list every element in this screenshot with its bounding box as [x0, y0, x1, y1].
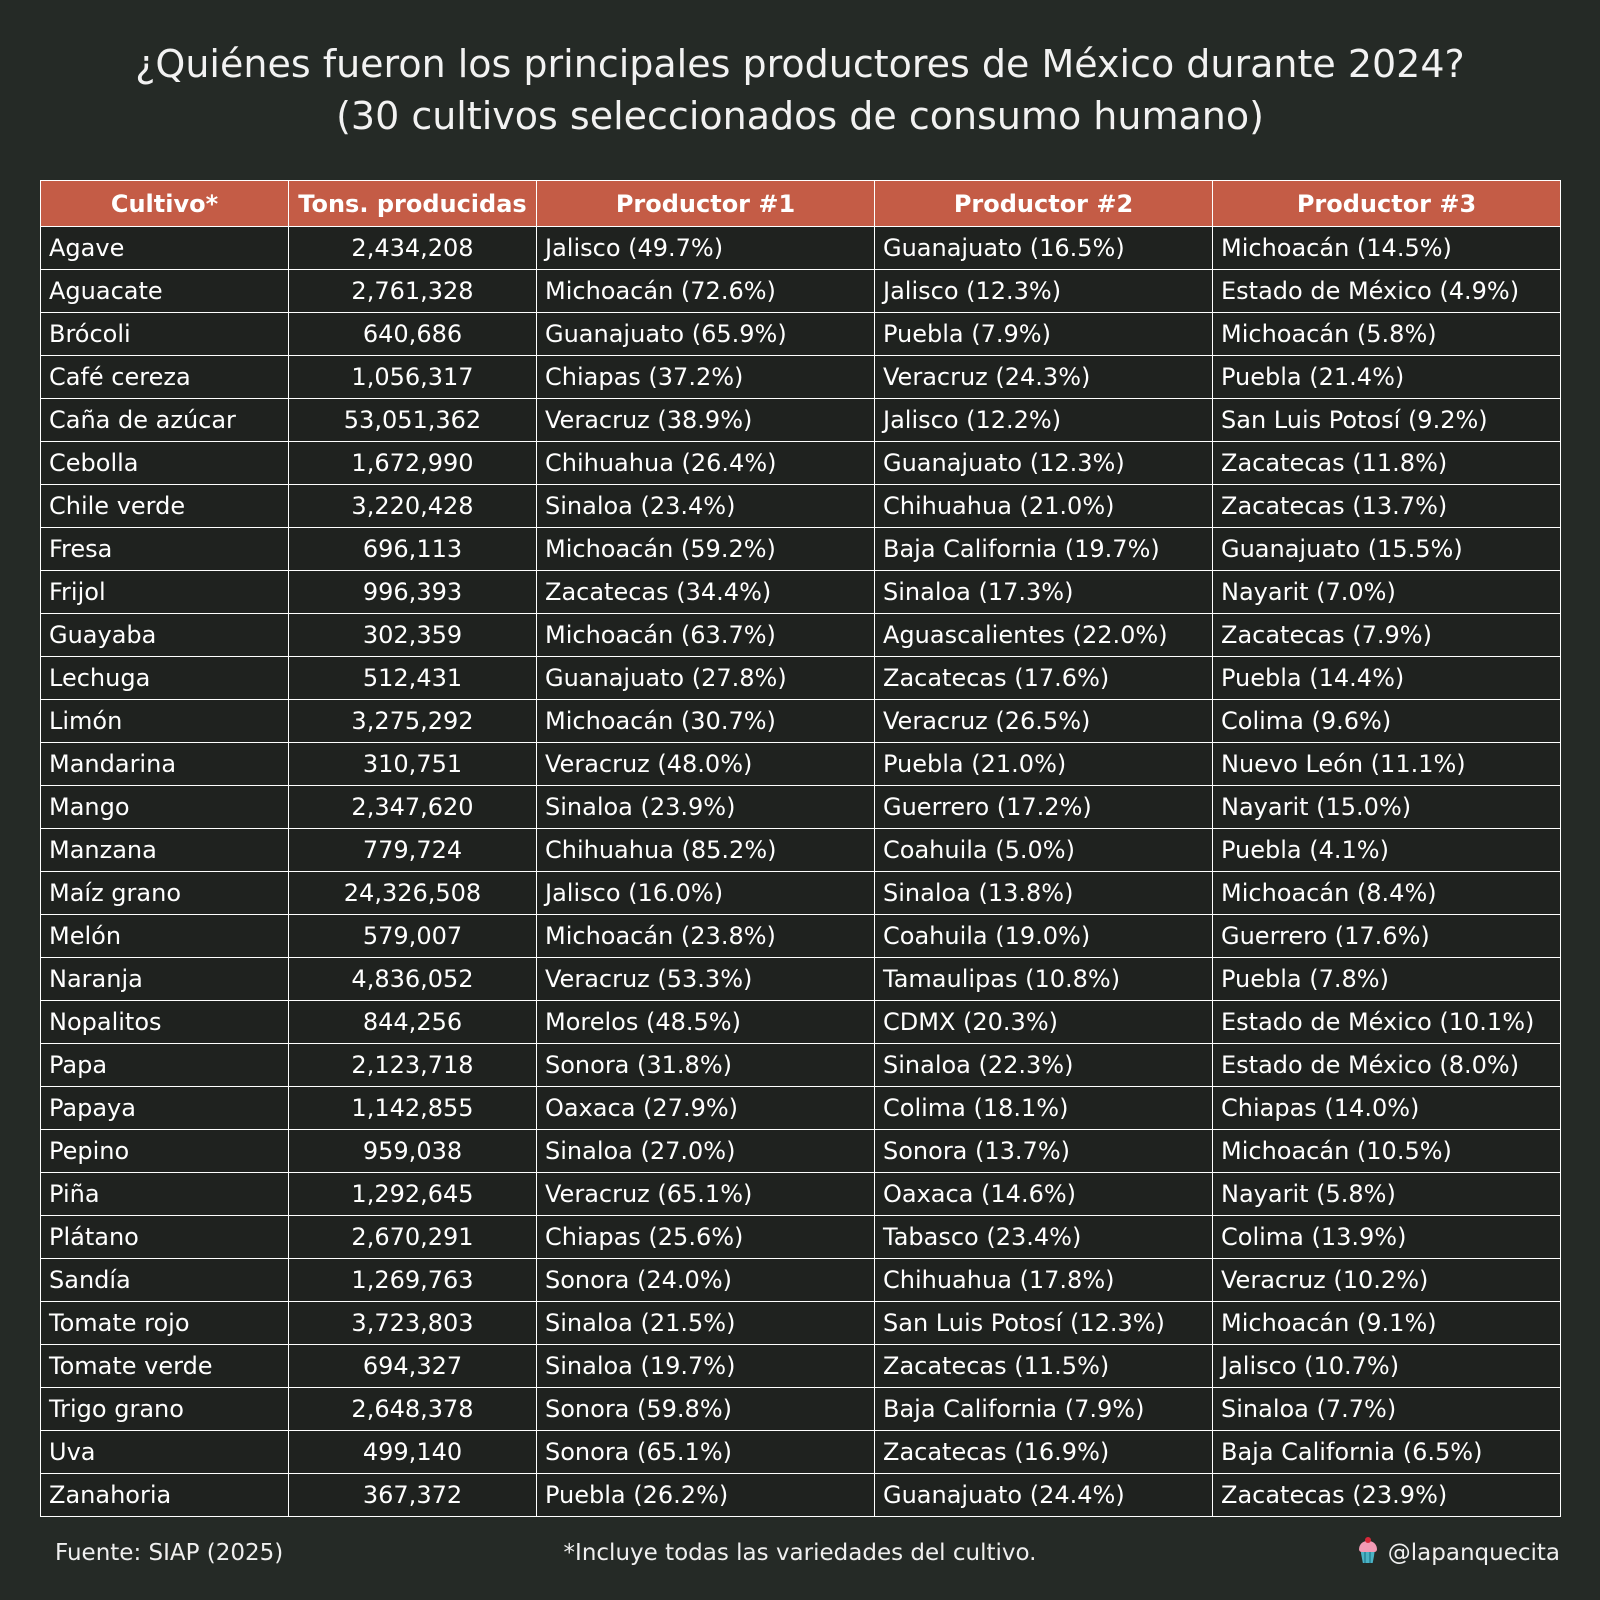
- table-row: [41, 958, 1561, 1001]
- cell-tons: 579,007: [289, 915, 537, 958]
- cell-productor-1: Michoacán (23.8%): [537, 915, 875, 958]
- cell-tons: 694,327: [289, 1345, 537, 1388]
- cell-productor-2: Coahuila (5.0%): [875, 829, 1213, 872]
- cell-cultivo: Aguacate: [41, 270, 289, 313]
- cell-tons: 959,038: [289, 1130, 537, 1173]
- cell-tons: 3,275,292: [289, 700, 537, 743]
- table-row: [41, 829, 1561, 872]
- cell-productor-1: Morelos (48.5%): [537, 1001, 875, 1044]
- cell-productor-1: Chiapas (37.2%): [537, 356, 875, 399]
- cell-cultivo: Caña de azúcar: [41, 399, 289, 442]
- cell-productor-1: Sinaloa (23.4%): [537, 485, 875, 528]
- cell-productor-3: Guerrero (17.6%): [1213, 915, 1561, 958]
- cell-tons: 2,670,291: [289, 1216, 537, 1259]
- cupcake-icon: [1358, 1541, 1378, 1563]
- cell-tons: 1,142,855: [289, 1087, 537, 1130]
- cell-tons: 779,724: [289, 829, 537, 872]
- cell-cultivo: Trigo grano: [41, 1388, 289, 1431]
- cell-productor-2: Sonora (13.7%): [875, 1130, 1213, 1173]
- cell-productor-2: Sinaloa (17.3%): [875, 571, 1213, 614]
- cell-productor-1: Puebla (26.2%): [537, 1474, 875, 1517]
- cell-productor-3: Zacatecas (13.7%): [1213, 485, 1561, 528]
- table-row: [41, 1345, 1561, 1388]
- table-row: [41, 743, 1561, 786]
- cell-productor-2: Jalisco (12.2%): [875, 399, 1213, 442]
- table-row: [41, 571, 1561, 614]
- table-row: [41, 1388, 1561, 1431]
- cell-cultivo: Tomate verde: [41, 1345, 289, 1388]
- cell-tons: 4,836,052: [289, 958, 537, 1001]
- column-header-cultivo: Cultivo*: [41, 181, 289, 227]
- cell-productor-3: Puebla (4.1%): [1213, 829, 1561, 872]
- cell-cultivo: Sandía: [41, 1259, 289, 1302]
- table-row: [41, 442, 1561, 485]
- cell-productor-2: Guanajuato (24.4%): [875, 1474, 1213, 1517]
- cell-cultivo: Agave: [41, 227, 289, 270]
- cell-productor-2: Sinaloa (22.3%): [875, 1044, 1213, 1087]
- cell-productor-1: Michoacán (59.2%): [537, 528, 875, 571]
- cell-cultivo: Mango: [41, 786, 289, 829]
- cell-productor-2: Baja California (7.9%): [875, 1388, 1213, 1431]
- table-row: [41, 528, 1561, 571]
- cell-productor-2: San Luis Potosí (12.3%): [875, 1302, 1213, 1345]
- cell-tons: 499,140: [289, 1431, 537, 1474]
- cell-cultivo: Melón: [41, 915, 289, 958]
- cell-productor-2: Colima (18.1%): [875, 1087, 1213, 1130]
- table-row: [41, 915, 1561, 958]
- cell-productor-3: Baja California (6.5%): [1213, 1431, 1561, 1474]
- cell-cultivo: Pepino: [41, 1130, 289, 1173]
- cell-tons: 302,359: [289, 614, 537, 657]
- cell-cultivo: Fresa: [41, 528, 289, 571]
- author-credit: [1358, 1540, 1560, 1566]
- column-header-tons: Tons. producidas: [289, 181, 537, 227]
- cell-cultivo: Maíz grano: [41, 872, 289, 915]
- cell-cultivo: Nopalitos: [41, 1001, 289, 1044]
- cell-productor-1: Sinaloa (23.9%): [537, 786, 875, 829]
- cell-productor-2: Puebla (7.9%): [875, 313, 1213, 356]
- cell-productor-3: Michoacán (9.1%): [1213, 1302, 1561, 1345]
- cell-productor-1: Sinaloa (27.0%): [537, 1130, 875, 1173]
- cell-productor-2: Chihuahua (21.0%): [875, 485, 1213, 528]
- cell-cultivo: Lechuga: [41, 657, 289, 700]
- cell-productor-2: Zacatecas (16.9%): [875, 1431, 1213, 1474]
- cell-productor-3: Guanajuato (15.5%): [1213, 528, 1561, 571]
- cell-productor-1: Michoacán (30.7%): [537, 700, 875, 743]
- cell-productor-1: Chiapas (25.6%): [537, 1216, 875, 1259]
- chart-subtitle: (30 cultivos seleccionados de consumo humano): [336, 94, 1264, 138]
- cell-productor-1: Guanajuato (27.8%): [537, 657, 875, 700]
- cell-productor-2: Baja California (19.7%): [875, 528, 1213, 571]
- table-row: [41, 1001, 1561, 1044]
- cell-productor-3: Nayarit (15.0%): [1213, 786, 1561, 829]
- cell-productor-3: San Luis Potosí (9.2%): [1213, 399, 1561, 442]
- cell-productor-3: Sinaloa (7.7%): [1213, 1388, 1561, 1431]
- cell-tons: 996,393: [289, 571, 537, 614]
- cell-productor-1: Sonora (24.0%): [537, 1259, 875, 1302]
- source-note: Fuente: SIAP (2025): [55, 1540, 284, 1566]
- cell-tons: 3,723,803: [289, 1302, 537, 1345]
- cell-productor-2: Sinaloa (13.8%): [875, 872, 1213, 915]
- cell-productor-3: Michoacán (8.4%): [1213, 872, 1561, 915]
- cell-productor-1: Jalisco (16.0%): [537, 872, 875, 915]
- chart-title: ¿Quiénes fueron los principales productores de México durante 2024?: [135, 42, 1465, 86]
- cell-tons: 844,256: [289, 1001, 537, 1044]
- cell-productor-3: Puebla (7.8%): [1213, 958, 1561, 1001]
- table-row: [41, 313, 1561, 356]
- cell-productor-2: Puebla (21.0%): [875, 743, 1213, 786]
- table-row: [41, 1216, 1561, 1259]
- table-body: [41, 227, 1561, 1517]
- table-row: [41, 1302, 1561, 1345]
- crop-producers-table: [40, 180, 1561, 1517]
- cell-productor-2: Guanajuato (16.5%): [875, 227, 1213, 270]
- table-row: [41, 786, 1561, 829]
- cell-productor-3: Estado de México (8.0%): [1213, 1044, 1561, 1087]
- cell-cultivo: Uva: [41, 1431, 289, 1474]
- table-row: [41, 1259, 1561, 1302]
- table-row: [41, 700, 1561, 743]
- cell-tons: 1,269,763: [289, 1259, 537, 1302]
- table-row: [41, 399, 1561, 442]
- cell-cultivo: Mandarina: [41, 743, 289, 786]
- table-row: [41, 614, 1561, 657]
- cell-tons: 1,056,317: [289, 356, 537, 399]
- table-row: [41, 485, 1561, 528]
- cell-productor-2: Coahuila (19.0%): [875, 915, 1213, 958]
- cell-cultivo: Tomate rojo: [41, 1302, 289, 1345]
- table-row: [41, 872, 1561, 915]
- cell-cultivo: Plátano: [41, 1216, 289, 1259]
- cell-productor-3: Nayarit (7.0%): [1213, 571, 1561, 614]
- cell-cultivo: Café cereza: [41, 356, 289, 399]
- cell-cultivo: Manzana: [41, 829, 289, 872]
- cell-productor-3: Puebla (14.4%): [1213, 657, 1561, 700]
- cell-productor-2: CDMX (20.3%): [875, 1001, 1213, 1044]
- cell-cultivo: Limón: [41, 700, 289, 743]
- cell-productor-2: Oaxaca (14.6%): [875, 1173, 1213, 1216]
- table-row: [41, 1474, 1561, 1517]
- cell-productor-1: Sonora (31.8%): [537, 1044, 875, 1087]
- footnote: *Incluye todas las variedades del cultivo.: [563, 1540, 1037, 1566]
- cell-productor-3: Zacatecas (11.8%): [1213, 442, 1561, 485]
- cell-productor-3: Colima (13.9%): [1213, 1216, 1561, 1259]
- cell-productor-3: Jalisco (10.7%): [1213, 1345, 1561, 1388]
- cell-productor-2: Chihuahua (17.8%): [875, 1259, 1213, 1302]
- cell-productor-3: Nayarit (5.8%): [1213, 1173, 1561, 1216]
- table-row: [41, 227, 1561, 270]
- cell-productor-1: Sonora (59.8%): [537, 1388, 875, 1431]
- cell-productor-1: Veracruz (65.1%): [537, 1173, 875, 1216]
- cell-tons: 367,372: [289, 1474, 537, 1517]
- column-header-productor-3: Productor #3: [1213, 181, 1561, 227]
- cell-productor-3: Michoacán (14.5%): [1213, 227, 1561, 270]
- cell-cultivo: Zanahoria: [41, 1474, 289, 1517]
- cell-cultivo: Papaya: [41, 1087, 289, 1130]
- cell-tons: 1,672,990: [289, 442, 537, 485]
- cell-productor-3: Michoacán (10.5%): [1213, 1130, 1561, 1173]
- column-header-productor-2: Productor #2: [875, 181, 1213, 227]
- cell-tons: 53,051,362: [289, 399, 537, 442]
- cell-tons: 2,347,620: [289, 786, 537, 829]
- table-row: [41, 1173, 1561, 1216]
- cell-productor-1: Oaxaca (27.9%): [537, 1087, 875, 1130]
- cell-tons: 3,220,428: [289, 485, 537, 528]
- cell-productor-2: Aguascalientes (22.0%): [875, 614, 1213, 657]
- cell-tons: 696,113: [289, 528, 537, 571]
- cell-productor-1: Zacatecas (34.4%): [537, 571, 875, 614]
- cell-cultivo: Guayaba: [41, 614, 289, 657]
- cell-productor-2: Guanajuato (12.3%): [875, 442, 1213, 485]
- table-row: [41, 1044, 1561, 1087]
- table-row: [41, 270, 1561, 313]
- cell-productor-3: Estado de México (10.1%): [1213, 1001, 1561, 1044]
- cell-cultivo: Chile verde: [41, 485, 289, 528]
- cell-tons: 2,434,208: [289, 227, 537, 270]
- cell-tons: 2,761,328: [289, 270, 537, 313]
- cell-productor-2: Veracruz (24.3%): [875, 356, 1213, 399]
- cell-cultivo: Cebolla: [41, 442, 289, 485]
- cell-tons: 640,686: [289, 313, 537, 356]
- table-row: [41, 356, 1561, 399]
- cell-cultivo: Brócoli: [41, 313, 289, 356]
- cell-productor-3: Zacatecas (23.9%): [1213, 1474, 1561, 1517]
- cell-productor-3: Chiapas (14.0%): [1213, 1087, 1561, 1130]
- author-handle: @lapanquecita: [1387, 1540, 1560, 1566]
- cell-productor-1: Michoacán (72.6%): [537, 270, 875, 313]
- cell-productor-2: Zacatecas (17.6%): [875, 657, 1213, 700]
- cell-cultivo: Papa: [41, 1044, 289, 1087]
- cell-productor-1: Veracruz (38.9%): [537, 399, 875, 442]
- cell-productor-3: Nuevo León (11.1%): [1213, 743, 1561, 786]
- cell-productor-1: Chihuahua (85.2%): [537, 829, 875, 872]
- cell-tons: 310,751: [289, 743, 537, 786]
- cell-productor-1: Sinaloa (21.5%): [537, 1302, 875, 1345]
- cell-cultivo: Piña: [41, 1173, 289, 1216]
- cell-productor-1: Veracruz (53.3%): [537, 958, 875, 1001]
- cell-productor-1: Jalisco (49.7%): [537, 227, 875, 270]
- cell-productor-1: Veracruz (48.0%): [537, 743, 875, 786]
- cell-productor-2: Jalisco (12.3%): [875, 270, 1213, 313]
- cell-productor-2: Tabasco (23.4%): [875, 1216, 1213, 1259]
- cell-tons: 2,648,378: [289, 1388, 537, 1431]
- cell-productor-2: Tamaulipas (10.8%): [875, 958, 1213, 1001]
- cell-productor-1: Sinaloa (19.7%): [537, 1345, 875, 1388]
- cell-productor-2: Guerrero (17.2%): [875, 786, 1213, 829]
- cell-productor-3: Estado de México (4.9%): [1213, 270, 1561, 313]
- table-row: [41, 657, 1561, 700]
- cell-tons: 1,292,645: [289, 1173, 537, 1216]
- table-row: [41, 1130, 1561, 1173]
- cell-productor-3: Michoacán (5.8%): [1213, 313, 1561, 356]
- cell-productor-1: Guanajuato (65.9%): [537, 313, 875, 356]
- cell-tons: 512,431: [289, 657, 537, 700]
- column-header-productor-1: Productor #1: [537, 181, 875, 227]
- cell-cultivo: Naranja: [41, 958, 289, 1001]
- table-header-row: [41, 181, 1561, 227]
- cell-productor-3: Colima (9.6%): [1213, 700, 1561, 743]
- table-row: [41, 1087, 1561, 1130]
- cell-cultivo: Frijol: [41, 571, 289, 614]
- chart-title-block: [0, 38, 1600, 142]
- cell-productor-3: Puebla (21.4%): [1213, 356, 1561, 399]
- table-row: [41, 1431, 1561, 1474]
- cell-tons: 2,123,718: [289, 1044, 537, 1087]
- cell-tons: 24,326,508: [289, 872, 537, 915]
- cell-productor-3: Veracruz (10.2%): [1213, 1259, 1561, 1302]
- cell-productor-1: Michoacán (63.7%): [537, 614, 875, 657]
- cell-productor-1: Chihuahua (26.4%): [537, 442, 875, 485]
- cell-productor-2: Veracruz (26.5%): [875, 700, 1213, 743]
- cell-productor-3: Zacatecas (7.9%): [1213, 614, 1561, 657]
- cell-productor-2: Zacatecas (11.5%): [875, 1345, 1213, 1388]
- cell-productor-1: Sonora (65.1%): [537, 1431, 875, 1474]
